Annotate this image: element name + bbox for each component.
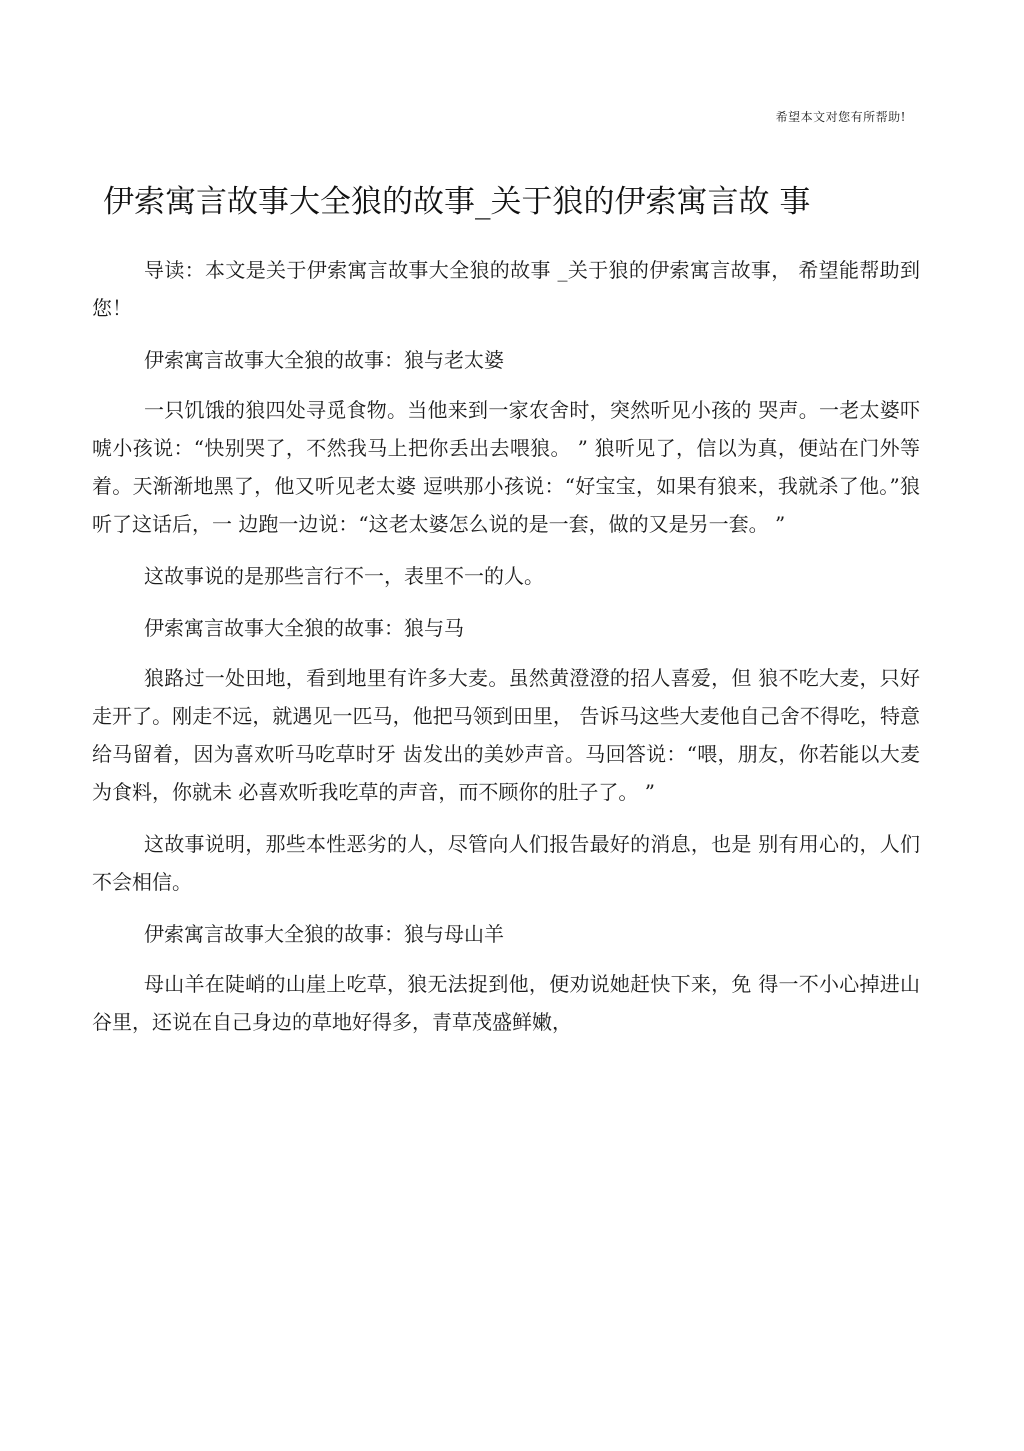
header-note: 希望本文对您有所帮助! <box>775 110 906 124</box>
section-heading-wolf-and-horse: 伊索寓言故事大全狼的故事：狼与马 <box>144 616 464 640</box>
section-heading-wolf-and-she-goat: 伊索寓言故事大全狼的故事：狼与母山羊 <box>144 922 504 946</box>
story-paragraph: 一只饥饿的狼四处寻觅食物。当他来到一家农舍时，突然听见小孩的 哭声。一老太婆吓唬小孩说：“快别哭了，不然我马上把你丢出去喂狼。 ” 狼听见了，信以为真，便站在门外等着。天渐渐地黑了，他又听见老太婆 逗哄那小孩说：“好宝宝，如果有狼来，我就杀了他。”狼听了这话后，一 边跑一边说：“这老太婆怎么说的是一套，做的又是另一套。 ” <box>92 398 920 536</box>
moral-paragraph: 这故事说的是那些言行不一，表里不一的人。 <box>144 564 544 588</box>
section-heading-wolf-and-old-woman: 伊索寓言故事大全狼的故事：狼与老太婆 <box>144 348 504 372</box>
story-paragraph: 狼路过一处田地，看到地里有许多大麦。虽然黄澄澄的招人喜爱，但 狼不吃大麦，只好走开了。刚走不远，就遇见一匹马，他把马领到田里， 告诉马这些大麦他自己舍不得吃，特意给马留着，因为喜欢听马吃草时牙 齿发出的美妙声音。马回答说：“喂，朋友，你若能以大麦为食料，你就未 必喜欢听我吃草的声音，而不顾你的肚子了。 ” <box>92 666 920 804</box>
document-body <box>92 251 920 1055</box>
intro-paragraph: 导读：本文是关于伊索寓言故事大全狼的故事 _关于狼的伊索寓言故事， 希望能帮助到您！ <box>92 258 920 320</box>
story-paragraph: 母山羊在陡峭的山崖上吃草，狼无法捉到他，便劝说她赶快下来，免 得一不小心掉进山谷里，还说在自己身边的草地好得多，青草茂盛鲜嫩， <box>92 972 920 1034</box>
document-title: 伊索寓言故事大全狼的故事_关于狼的伊索寓言故 事 <box>103 184 811 220</box>
moral-paragraph: 这故事说明，那些本性恶劣的人，尽管向人们报告最好的消息，也是 别有用心的，人们不会相信。 <box>92 832 920 894</box>
